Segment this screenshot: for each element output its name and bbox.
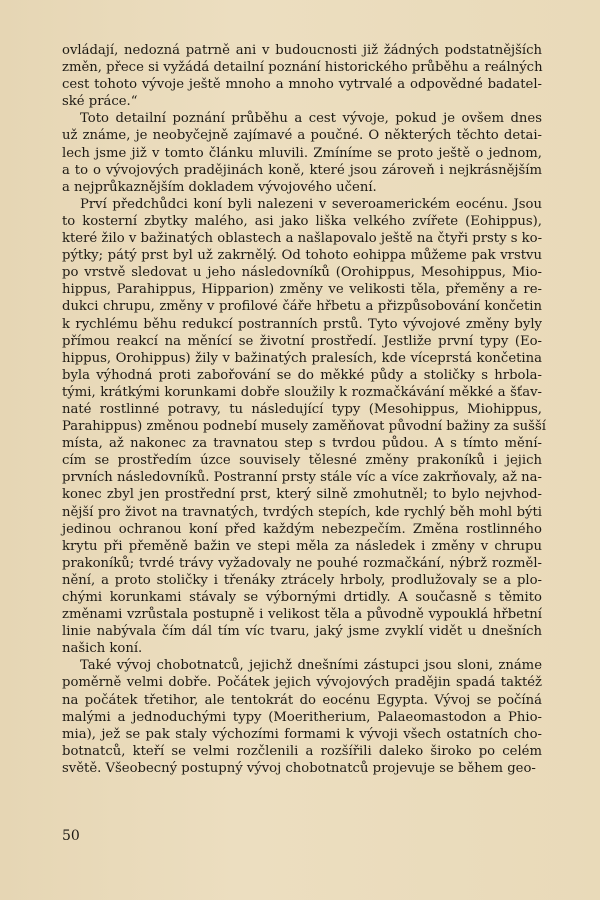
text-line: k rychlému běhu redukcí postranních prstů. Tyto vývojové změny byly (62, 316, 542, 332)
text-line: mia), jež se pak staly výchozími formami k vývoji všech ostatních cho- (62, 726, 542, 742)
text-line: dukci chrupu, změny v profilové čáře hřbetu a přizpůsobování končetin (62, 299, 542, 315)
text-line: poměrně velmi dobře. Počátek jejich vývojových pradějin spadá taktéž (62, 675, 542, 691)
text-line: Prví předchůdci koní byli nalezeni v severoamerickém eocénu. Jsou (80, 196, 542, 212)
text-line: byla výhodná proti zabořování se do měkké půdy a stoličky s hrbola- (62, 367, 542, 383)
text-line: ské práce.“ (62, 94, 138, 110)
text-line: na počátek třetihor, ale tentokrát do eocénu Egypta. Vývoj se počíná (62, 692, 542, 708)
text-line: už známe, je neobyčejně zajímavé a poučné. O některých těchto detai- (62, 128, 542, 144)
text-line: změn, přece si vyžádá detailní poznání historického průběhu a reálných (62, 60, 543, 76)
text-line: nější pro život na travnatých, tvrdých stepích, kde rychlý běh mohl býti (62, 504, 542, 520)
text-line: cím se prostředím úzce souvisely tělesné změny prakoníků i jejich (62, 453, 542, 469)
text-line: Také vývoj chobotnatců, jejichž dnešními zástupci jsou sloni, známe (80, 658, 542, 674)
page-number: 50 (62, 828, 80, 844)
text-body (62, 42, 546, 777)
text-line: hippus, Orohippus) žily v bažinatých pralesích, kde víceprstá končetina (62, 350, 542, 366)
text-line: Toto detailní poznání průběhu a cest vývoje, pokud je ovšem dnes (80, 111, 542, 127)
text-line: světě. Všeobecný postupný vývoj chobotnatců projevuje se během geo- (62, 760, 536, 776)
text-line: jedinou ochranou koní před každým nebezpečím. Změna rostlinného (62, 521, 542, 537)
text-line: botnatců, kteří se velmi rozčlenili a rozšířili daleko široko po celém (62, 743, 542, 759)
text-line: místa, až nakonec za travnatou step s tvrdou půdou. A s tímto mění- (62, 436, 542, 452)
text-line: které žilo v bažinatých oblastech a našlapovalo ještě na čtyři prsty s ko- (62, 231, 543, 247)
text-line: a to o vývojových pradějinách koně, které jsou zároveň i nejkrásnějším (62, 162, 542, 178)
text-line: Parahippus) změnou podnebí musely zaměňovat původní bažiny za sušší (62, 419, 546, 435)
text-line: lech jsme již v tomto článku mluvili. Zmíníme se proto ještě o jednom, (62, 145, 542, 161)
text-line: malými a jednoduchými typy (Moeritherium, Palaeomastodon a Phio- (62, 709, 542, 725)
text-line: prakoníků; tvrdé trávy vyžadovaly ne pouhé rozmačkání, nýbrž rozměl- (62, 555, 542, 571)
text-line: hippus, Parahippus, Hipparion) změny ve velikosti těla, přeměny a re- (62, 282, 542, 298)
paragraph (62, 110, 542, 195)
text-line: po vrstvě sledovat u jeho následovníků (Orohippus, Mesohippus, Mio- (62, 265, 542, 281)
paragraph (62, 196, 546, 658)
text-line: prvních následovníků. Postranní prsty stále víc a více zakrňovaly, až na- (62, 470, 542, 486)
text-line: nění, a proto stoličky i třenáky ztrácely hrboly, prodlužovaly se a plo- (62, 572, 542, 588)
text-line: a nejprůkaznějším dokladem vývojového učení. (62, 179, 377, 195)
text-line: krytu při přeměně bažin ve stepi měla za následek i změny v chrupu (62, 538, 542, 554)
text-line: to kosterní zbytky malého, asi jako liška velkého zvířete (Eohippus), (62, 213, 542, 229)
text-line: cest tohoto vývoje ještě mnoho a mnoho vytrvalé a odpovědné badatel- (62, 77, 542, 93)
text-line: našich koní. (62, 641, 143, 657)
text-line: naté rostlinné potravy, tu následující typy (Mesohippus, Miohippus, (62, 401, 542, 417)
text-line: přímou reakcí na měnící se životní prostředí. Jestliže první typy (Eo- (62, 333, 542, 349)
text-line: linie nabývala čím dál tím víc tvaru, jaký jsme zvyklí vidět u dnešních (62, 624, 542, 640)
text-line: konec zbyl jen prostřední prst, který silně zmohutněl; to bylo nejvhod- (62, 487, 542, 503)
text-line: tými, krátkými korunkami dobře sloužily k rozmačkávání měkké a šťav- (62, 384, 542, 400)
paragraph (62, 42, 542, 110)
text-line: ovládají, nedozná patrně ani v budoucnosti již žádných podstatnějších (62, 43, 542, 58)
paragraph (62, 657, 542, 777)
text-line: pýtky; pátý prst byl už zakrnělý. Od tohoto eohippa můžeme pak vrstvu (62, 248, 542, 264)
text-line: změnami vzrůstala postupně i velikost těla a původně vypouklá hřbetní (62, 607, 542, 623)
text-line: chými korunkami stávaly se výbornými drtidly. A současně s těmito (62, 590, 542, 605)
